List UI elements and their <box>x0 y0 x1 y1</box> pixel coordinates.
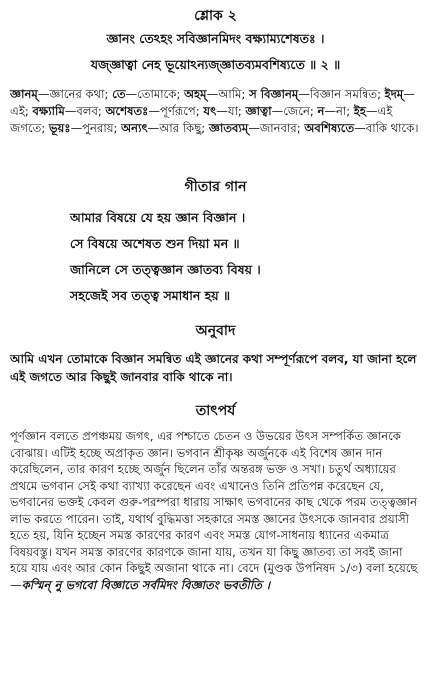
verse-heading: শ্লোক ২ <box>194 8 237 24</box>
synonym-entry: তে—তোমাকে; <box>112 87 185 101</box>
sanskrit-line-2: যজ্জ্ঞাত্বা নেহ ভূয়োঽন্যজ্জ্ঞাতব্যমবশিষ্যতে ॥ ২ ॥ <box>90 57 341 72</box>
purport-block <box>10 428 423 593</box>
synonym-entry: অবশিষ্যতে—বাকি থাকে। <box>304 121 419 135</box>
synonym-entry: অহম্—আমি; <box>184 87 250 101</box>
purport-text: পূর্ণজ্ঞান বলতে প্রপঞ্চময় জগৎ, এর পশ্চাতে চেতন ও উভয়ের উৎস সম্পর্কিত জ্ঞানকে বোঝায়। এটিই হচ্ছে অপ্রাকৃত জ্ঞান। ভগবান শ্রীকৃষ্ণ অর্জুনকে এই বিশেষ জ্ঞান দান করেছিলেন, তার কারণ হচ্ছে অর্জুন ছিলেন তাঁর অন্তরঙ্গ ভক্ত ও সখা। চতুর্থ অধ্যায়ের প্রথমে ভগবান সেই কথা ব্যাখ্যা করেছেন এবং এখানেও তিনি প্রতিপন্ন করেছেন যে, ভগবানের ভক্তই কেবল গুরু-পরম্পরা ধারায় সাক্ষাৎ ভগবানের কাছ থেকে পরম তত্ত্বজ্ঞান লাভ করতে পারেন। তাই, যথার্থ বুদ্ধিমত্তা সহকারে সমস্ত জ্ঞানের উৎসকে জানবার প্রয়াসী হতে হয়, যিনি হচ্ছেন সমস্ত কারণের কারণ এবং সমস্ত যোগ-সাধনায় ধ্যানের একমাত্র বিষয়বস্তু। যখন সমস্ত কারণের কারণকে জানা যায়, তখন যা কিছু জ্ঞাতব্য তা সবই জানা হয়ে যায় এবং আর কোন কিছুই অজানা থাকে না। বেদে (মুণ্ডক উপনিষদ ১/৩) বলা হয়েছে— <box>10 429 418 592</box>
synonym-entry: অন্যৎ—আর কিছু; <box>121 121 209 135</box>
song-line-2: সে বিষয়ে অশেষত শুন দিয়া মন ॥ <box>70 236 240 251</box>
synonym-entry: ইহ—এই জগতে; <box>10 104 393 135</box>
translation-heading: অনুবাদ <box>195 323 236 339</box>
song-heading: গীতার গান <box>184 179 247 195</box>
synonym-entry: জ্ঞাতব্যম্—জানবার; <box>208 121 305 135</box>
synonym-entry: জ্ঞানম্—জ্ঞানের কথা; <box>10 87 113 101</box>
synonym-entry: যৎ—যা; <box>203 104 246 118</box>
synonym-entry: অশেষতঃ—পূর্ণরূপে; <box>105 104 204 118</box>
song-line-4: সহজেই সব তত্ত্ব সমাধান হয় ॥ <box>70 288 231 303</box>
song-line-1: আমার বিষয়ে যে হয় জ্ঞান বিজ্ঞান । <box>70 210 246 225</box>
purport-quote: কস্মিন্ নু ভগবো বিজ্ঞাতে সর্বমিদং বিজ্ঞাতং ভবতীতি । <box>21 577 271 592</box>
synonym-entry: ন—না; <box>317 104 354 118</box>
translation-text: আমি এখন তোমাকে বিজ্ঞান সমন্বিত এই জ্ঞানের কথা সম্পূর্ণরূপে বলব, যা জানা হলে এই জগতে আর কিছুই জানবার বাকি থাকে না। <box>10 352 417 384</box>
synonyms-block <box>10 86 423 137</box>
synonym-entry: ভূয়ঃ—পুনরায়; <box>48 121 122 135</box>
sanskrit-line-1: জ্ঞানং তেঽহং সবিজ্ঞানমিদং বক্ষ্যাম্যশেষতঃ । <box>106 31 325 46</box>
purport-heading: তাৎপর্য <box>195 403 236 419</box>
synonym-entry: স বিজ্ঞানম্—বিজ্ঞান সমন্বিত; <box>249 87 385 101</box>
song-line-3: জানিলে সে তত্ত্বজ্ঞান জ্ঞাতব্য বিষয় । <box>70 262 261 277</box>
synonym-entry: ইদম্—এই; <box>10 87 415 118</box>
synonym-entry: জ্ঞাত্বা—জেনে; <box>245 104 318 118</box>
synonym-entry: বক্ষ্যামি—বলব; <box>32 104 106 118</box>
